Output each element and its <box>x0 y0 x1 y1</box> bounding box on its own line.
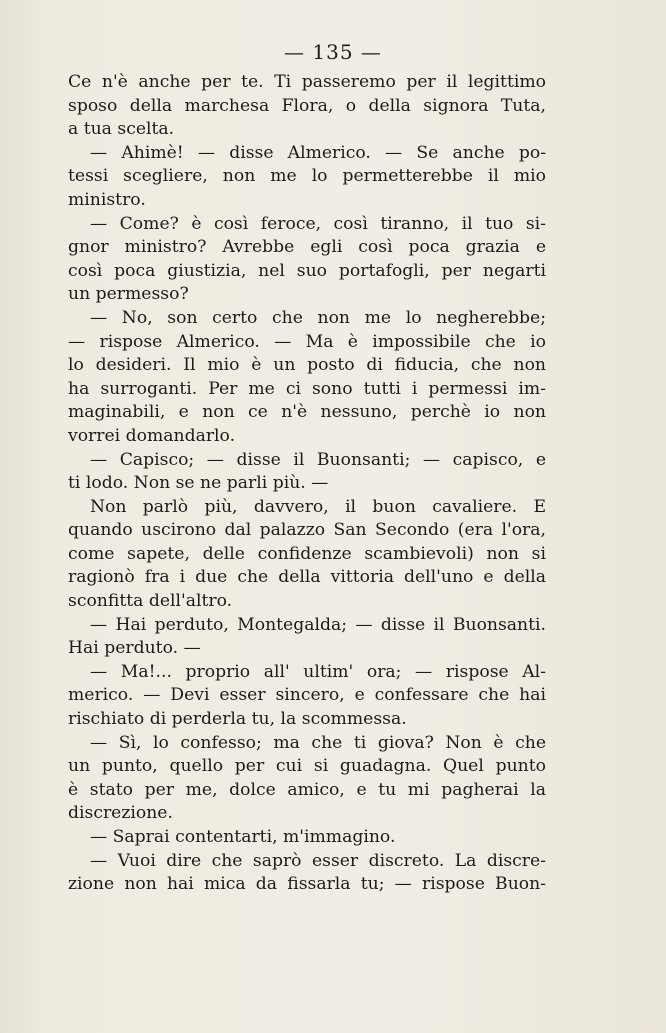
text-line: Ce n'è anche per te. Ti passeremo per il legittimo <box>68 72 546 92</box>
text-line: — Hai perduto, Montegalda; — disse il Buonsanti. <box>90 614 546 635</box>
text-line: ha surroganti. Per me ci sono tutti i permessi im- <box>68 378 546 399</box>
text-line: a tua scelta. <box>68 119 175 140</box>
text-line: così poca giustizia, nel suo portafogli, per negarti <box>68 260 546 281</box>
text-line: è stato per me, dolce amico, e tu mi pagherai la <box>68 779 546 800</box>
text-line: ragionò fra i due che della vittoria dell'uno e della <box>68 567 546 588</box>
text-line: maginabili, e non ce n'è nessuno, perchè io non <box>68 402 546 423</box>
text-line: — Ahimè! — disse Almerico. — Se anche po- <box>90 142 546 163</box>
text-line: tessi scegliere, non me lo permetterebbe il mio <box>68 166 546 187</box>
text-line: — Sì, lo confesso; ma che ti giova? Non è che <box>90 732 546 753</box>
text-line: rischiato di perderla tu, la scommessa. <box>68 709 407 730</box>
text-line: — Come? è così feroce, così tiranno, il tuo si- <box>90 213 546 234</box>
text-line: un permesso? <box>68 284 189 305</box>
body-text <box>68 71 546 897</box>
text-line: ministro. <box>68 189 146 210</box>
text-line: — Capisco; — disse il Buonsanti; — capisco, e <box>90 449 546 470</box>
text-line: quando uscirono dal palazzo San Secondo (era l'ora, <box>68 520 546 541</box>
text-line: come sapete, delle confidenze scambievoli) non si <box>68 543 546 564</box>
text-line: un punto, quello per cui si guadagna. Quel punto <box>68 756 546 777</box>
text-line: — Ma!... proprio all' ultim' ora; — rispose Al- <box>90 661 546 682</box>
text-line: sposo della marchesa Flora, o della signora Tuta, <box>68 95 546 116</box>
text-line: zione non hai mica da fissarla tu; — rispose Buon- <box>68 874 546 895</box>
text-line: Non parlò più, davvero, il buon cavaliere. E <box>90 496 546 517</box>
text-line: merico. — Devi esser sincero, e confessare che hai <box>68 685 546 706</box>
text-line: — Vuoi dire che saprò esser discreto. La discre- <box>90 850 546 871</box>
text-line: — Saprai contentarti, m'immagino. <box>90 827 396 847</box>
text-line: ti lodo. Non se ne parli più. — <box>68 473 329 494</box>
text-line: — No, son certo che non me lo negherebbe; <box>90 307 546 328</box>
text-line: Hai perduto. — <box>68 638 201 659</box>
text-line: sconfitta dell'altro. <box>68 591 233 612</box>
page-number: — 135 — <box>284 40 382 64</box>
text-line: — rispose Almerico. — Ma è impossibile che io <box>68 331 546 352</box>
text-line: lo desideri. Il mio è un posto di fiducia, che non <box>68 355 546 376</box>
text-line: vorrei domandarlo. <box>68 425 236 446</box>
text-line: gnor ministro? Avrebbe egli così poca grazia e <box>68 237 546 258</box>
text-line: discrezione. <box>68 803 173 824</box>
